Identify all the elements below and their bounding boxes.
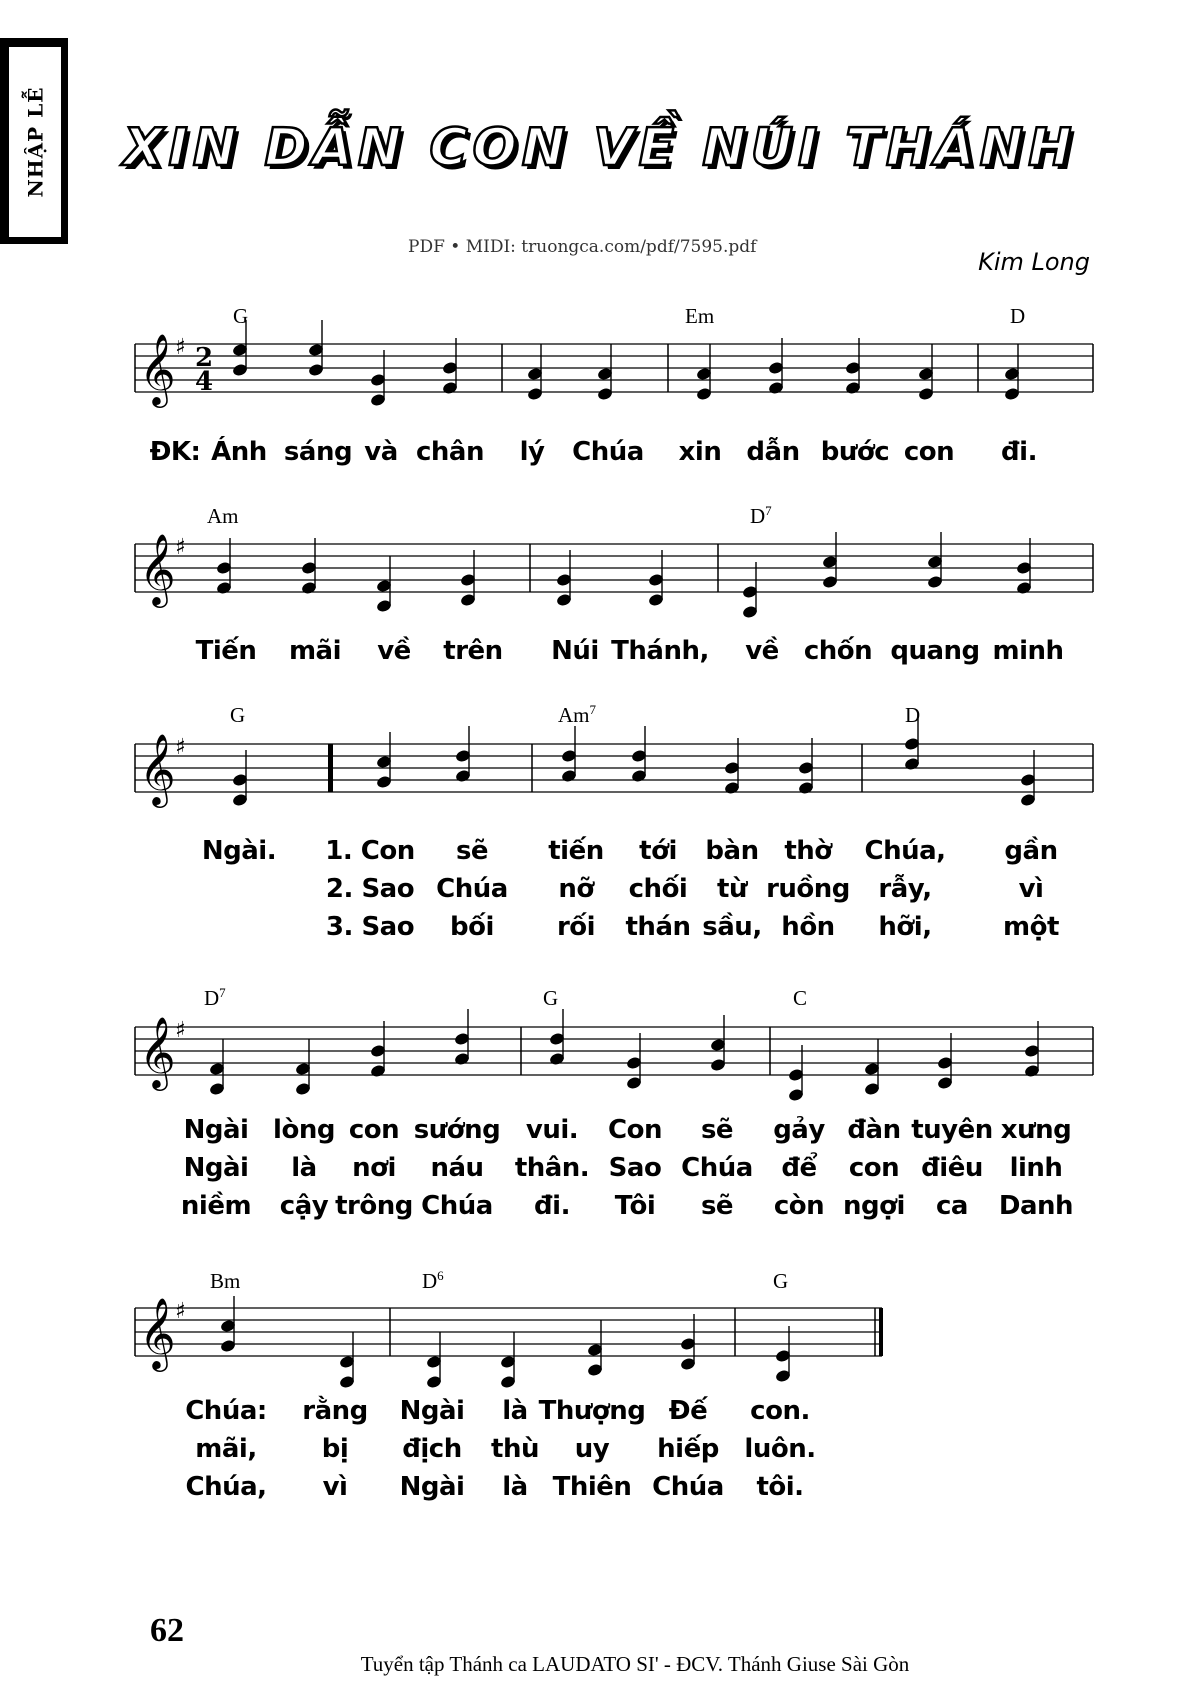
page-number: 62 xyxy=(150,1612,184,1649)
key-signature-sharp: ♯ xyxy=(175,1299,186,1324)
lyric-syllable: niềm xyxy=(180,1191,252,1221)
chord-symbol: Am xyxy=(207,504,239,528)
lyric-syllable: tiến xyxy=(548,836,604,866)
key-signature-sharp: ♯ xyxy=(175,735,186,760)
lyric-syllable: con. xyxy=(750,1396,810,1426)
lyric-syllable: hồn xyxy=(781,912,835,942)
lyric-syllable: thán xyxy=(625,912,691,942)
lyric-syllable: Chúa xyxy=(572,437,644,467)
lyric-syllable: địch xyxy=(402,1434,462,1464)
lyric-syllable: mãi xyxy=(288,636,342,666)
section-tab-label: NHẬP LỄ xyxy=(23,86,48,198)
lyric-syllable: điêu xyxy=(921,1153,983,1183)
lyric-syllable: ĐK: xyxy=(149,437,201,467)
lyric-syllable: Chúa, xyxy=(185,1472,267,1502)
lyric-syllable: ngợi xyxy=(843,1191,905,1221)
lyric-syllable: 1. Con xyxy=(325,836,415,866)
lyric-syllable: Thánh, xyxy=(611,636,709,666)
lyric-syllable: sầu, xyxy=(702,912,762,942)
key-signature-sharp: ♯ xyxy=(175,535,186,560)
chord-symbol: G xyxy=(773,1269,789,1293)
lyric-syllable: Chúa, xyxy=(864,836,946,866)
lyric-line xyxy=(0,874,1200,908)
chord-symbol: C xyxy=(793,986,808,1010)
lyric-syllable: là xyxy=(291,1153,317,1183)
treble-clef: 𝄞 xyxy=(139,532,176,605)
lyric-syllable: ruồng xyxy=(766,874,850,904)
time-signature-bottom: 4 xyxy=(195,367,214,397)
lyric-syllable: Ngài xyxy=(183,1115,249,1145)
lyric-syllable: sướng xyxy=(413,1115,501,1145)
lyric-syllable: 2. Sao xyxy=(325,874,415,904)
lyric-syllable: thân. xyxy=(514,1153,590,1183)
lyric-syllable: chân xyxy=(416,437,484,467)
lyric-line xyxy=(0,1472,1200,1506)
footer-text: Tuyển tập Thánh ca LAUDATO SI' - ĐCV. Thánh Giuse Sài Gòn xyxy=(360,1652,910,1676)
lyric-line xyxy=(0,437,1200,471)
lyric-syllable: và xyxy=(364,437,398,467)
lyric-syllable: tôi. xyxy=(756,1472,804,1502)
lyric-syllable: con xyxy=(348,1115,400,1145)
chord-symbol: $D^7$ xyxy=(750,503,772,528)
lyric-syllable: gần xyxy=(1004,836,1058,866)
chord-symbol: Am$^7$ xyxy=(558,702,596,727)
lyric-syllable: Ngài xyxy=(399,1472,465,1502)
lyric-syllable: trên xyxy=(443,636,503,666)
lyric-syllable: là xyxy=(502,1396,528,1426)
lyric-syllable: quang xyxy=(890,636,980,666)
key-signature-sharp: ♯ xyxy=(175,1018,186,1043)
treble-clef: 𝄞 xyxy=(139,1015,176,1088)
lyric-line xyxy=(0,1115,1200,1149)
composer-name: Kim Long xyxy=(978,248,1090,276)
lyric-syllable: vì xyxy=(1018,874,1044,904)
lyric-syllable: bị xyxy=(321,1434,349,1464)
lyric-syllable: tới xyxy=(639,836,677,866)
key-signature-sharp: ♯ xyxy=(175,335,186,360)
lyric-syllable: Con xyxy=(608,1115,662,1145)
lyric-syllable: là xyxy=(502,1472,528,1502)
chord-symbol: $D^6$ xyxy=(422,1268,444,1293)
lyric-syllable: Tiến xyxy=(195,636,257,666)
lyric-line xyxy=(0,1396,1200,1430)
lyric-syllable: Ngài xyxy=(399,1396,465,1426)
lyric-syllable: đi. xyxy=(534,1191,570,1221)
lyric-syllable: về xyxy=(377,636,411,666)
lyric-line xyxy=(0,1191,1200,1225)
lyric-syllable: Đế xyxy=(668,1396,708,1426)
lyric-syllable: thờ xyxy=(784,836,832,866)
lyric-syllable: hiếp xyxy=(657,1434,719,1464)
lyric-syllable: cậy xyxy=(279,1191,329,1221)
lyric-syllable: con xyxy=(903,437,955,467)
lyric-syllable: bàn xyxy=(705,836,759,866)
lyric-syllable: Chúa xyxy=(421,1191,493,1221)
lyric-syllable: Chúa xyxy=(436,874,508,904)
lyric-syllable: xưng xyxy=(1000,1115,1072,1145)
lyric-syllable: hỡi, xyxy=(878,912,932,942)
lyric-syllable: Chúa: xyxy=(185,1396,267,1426)
lyric-syllable: bước xyxy=(820,437,890,467)
lyric-syllable: rẫy, xyxy=(878,874,932,904)
time-signature-top: 2 xyxy=(195,343,214,373)
lyric-syllable: sẽ xyxy=(700,1191,734,1221)
lyric-syllable: mãi, xyxy=(195,1434,257,1464)
lyric-syllable: đàn xyxy=(847,1115,901,1145)
lyric-syllable: Ngài xyxy=(183,1153,249,1183)
lyric-syllable: minh xyxy=(992,636,1064,666)
lyric-syllable: về xyxy=(745,636,779,666)
lyric-syllable: Thượng xyxy=(538,1396,646,1426)
lyric-syllable: sẽ xyxy=(455,836,489,866)
lyric-syllable: sáng xyxy=(283,437,353,467)
lyric-syllable: 3. Sao xyxy=(325,912,415,942)
lyric-syllable: Chúa xyxy=(652,1472,724,1502)
chord-symbol: G xyxy=(543,986,559,1010)
lyric-syllable: Ánh xyxy=(211,437,267,467)
lyric-syllable: sẽ xyxy=(700,1115,734,1145)
lyric-syllable: chốn xyxy=(803,636,873,666)
lyric-syllable: Danh xyxy=(998,1191,1074,1221)
lyric-syllable: gảy xyxy=(773,1115,825,1145)
lyric-syllable: lòng xyxy=(273,1115,335,1145)
lyric-syllable: rằng xyxy=(302,1396,368,1426)
lyric-line xyxy=(0,836,1200,870)
lyric-syllable: đi. xyxy=(1001,437,1037,467)
chord-symbol: Bm xyxy=(210,1269,241,1293)
repeat-barline xyxy=(328,744,333,792)
lyric-syllable: Núi xyxy=(551,636,599,666)
lyric-line xyxy=(0,1434,1200,1468)
lyric-syllable: tuyên xyxy=(911,1115,993,1145)
lyric-line xyxy=(0,636,1200,670)
lyric-syllable: dẫn xyxy=(746,437,800,467)
chord-symbol: Em xyxy=(685,304,715,328)
lyric-syllable: xin xyxy=(678,437,722,467)
lyric-syllable: còn xyxy=(773,1191,825,1221)
lyric-syllable: vui. xyxy=(525,1115,579,1145)
song-title: XIN DẪN CON VỀ NÚI THÁNH xyxy=(123,118,1077,178)
lyric-syllable: nơi xyxy=(352,1153,396,1183)
final-barline xyxy=(879,1308,883,1356)
lyric-syllable: Chúa xyxy=(681,1153,753,1183)
lyric-syllable: trông xyxy=(335,1191,413,1221)
lyric-syllable: uy xyxy=(574,1434,610,1464)
lyric-syllable: nỡ xyxy=(558,874,594,904)
chord-symbol: $D^7$ xyxy=(204,985,226,1010)
lyric-line xyxy=(0,1153,1200,1187)
lyric-syllable: con xyxy=(848,1153,900,1183)
lyric-syllable: vì xyxy=(322,1472,348,1502)
chord-symbol: G xyxy=(230,703,246,727)
lyric-syllable: để xyxy=(781,1153,817,1183)
lyric-syllable: Sao xyxy=(608,1153,662,1183)
lyric-syllable: rối xyxy=(556,912,596,942)
lyric-line xyxy=(0,912,1200,946)
lyric-syllable: linh xyxy=(1009,1153,1063,1183)
lyric-syllable: Thiên xyxy=(552,1472,632,1502)
lyric-syllable: chối xyxy=(628,874,688,904)
lyric-syllable: từ xyxy=(717,874,747,904)
lyric-syllable: một xyxy=(1003,912,1059,942)
treble-clef: 𝄞 xyxy=(139,332,176,405)
lyric-syllable: ca xyxy=(936,1191,968,1221)
treble-clef: 𝄞 xyxy=(139,732,176,805)
lyric-syllable: Ngài. xyxy=(201,836,277,866)
lyric-syllable: lý xyxy=(519,437,545,467)
lyric-syllable: náu xyxy=(430,1153,484,1183)
lyric-syllable: bối xyxy=(450,912,494,942)
chord-symbol: D xyxy=(905,703,921,727)
lyric-syllable: luôn. xyxy=(744,1434,816,1464)
lyric-syllable: Tôi xyxy=(614,1191,656,1221)
lyric-syllable: thù xyxy=(491,1434,539,1464)
treble-clef: 𝄞 xyxy=(139,1296,176,1369)
chord-symbol: G xyxy=(233,304,249,328)
chord-symbol: D xyxy=(1010,304,1026,328)
source-link[interactable]: PDF • MIDI: truongca.com/pdf/7595.pdf xyxy=(408,237,757,257)
